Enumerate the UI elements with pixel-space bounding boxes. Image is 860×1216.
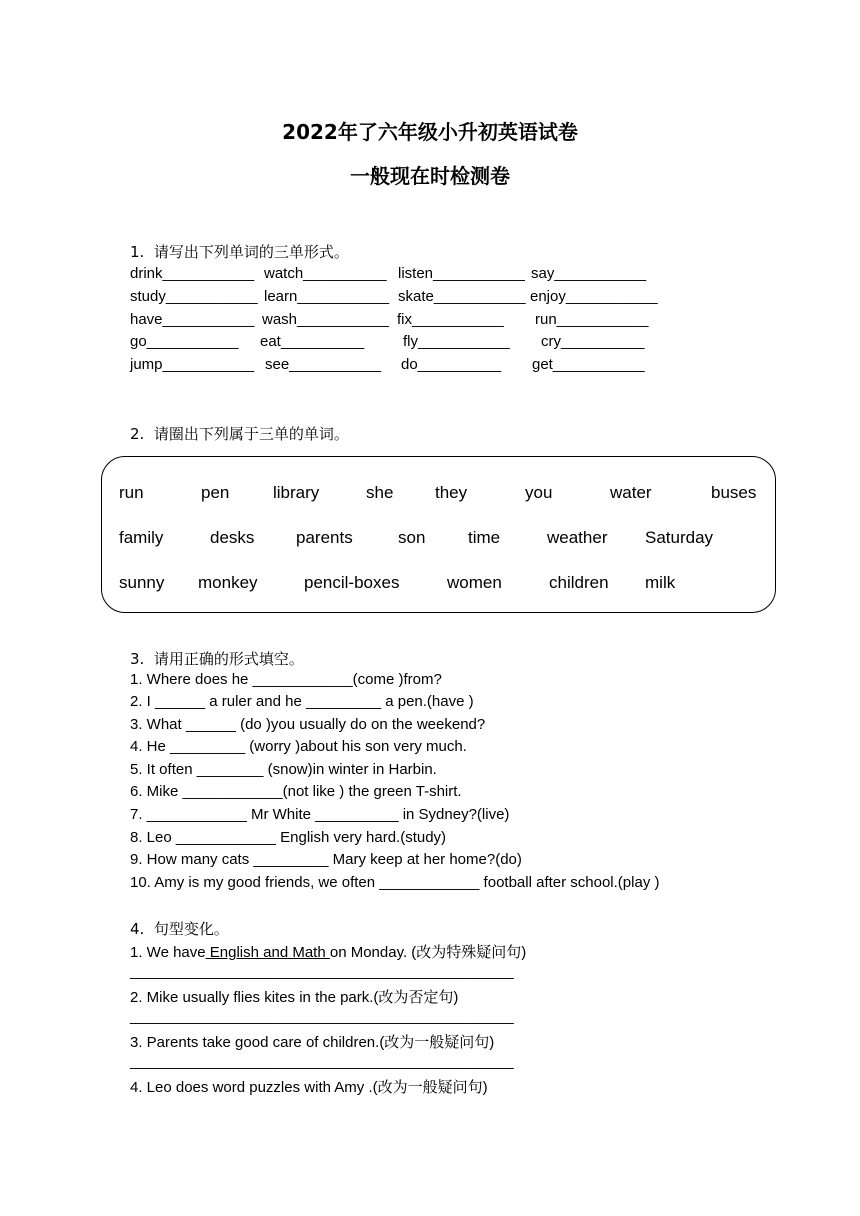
fill-blank-item: 8. Leo ____________ English very hard.(study) xyxy=(130,829,447,846)
section1-heading: 1. 请写出下列单词的三单形式。 xyxy=(130,243,349,261)
transform-question-1 xyxy=(130,941,526,962)
transform-question-2: 2. Mike usually flies kites in the park.(改为否定句) xyxy=(130,989,459,1006)
page-title: 2022年了六年级小升初英语试卷 xyxy=(282,120,578,144)
section1-word: go___________ xyxy=(130,333,239,350)
circle-word[interactable]: children xyxy=(549,573,609,592)
fill-blank-item: 2. I ______ a ruler and he _________ a pen.(have ) xyxy=(130,693,474,710)
circle-word[interactable]: buses xyxy=(711,483,757,502)
transform-question-3: 3. Parents take good care of children.(改为一般疑问句) xyxy=(130,1034,495,1051)
fill-blank-item: 7. ____________ Mr White __________ in Sydney?(live) xyxy=(130,806,510,823)
q1-prefix: 1. We have xyxy=(130,944,206,961)
section1-word: skate___________ xyxy=(398,288,526,305)
section1-word: eat__________ xyxy=(260,333,365,350)
fill-blank-item: 6. Mike ____________(not like ) the green T-shirt. xyxy=(130,783,462,800)
circle-word[interactable]: monkey xyxy=(198,573,258,592)
section1-word: run___________ xyxy=(535,311,649,328)
answer-line: ______________________________________________ xyxy=(130,1053,514,1070)
circle-word[interactable]: women xyxy=(447,573,502,592)
circle-word[interactable]: library xyxy=(273,483,320,502)
fill-blank-item: 4. He _________ (worry )about his son very much. xyxy=(130,738,467,755)
fill-blank-item: 10. Amy is my good friends, we often ____________ football after school.(play ) xyxy=(130,874,660,891)
fill-blank-item: 9. How many cats _________ Mary keep at her home?(do) xyxy=(130,851,522,868)
circle-word[interactable]: run xyxy=(119,483,144,502)
circle-word[interactable]: they xyxy=(435,483,468,502)
q1-underlined: English and Math xyxy=(205,944,330,961)
section1-word: learn___________ xyxy=(264,288,390,305)
section1-word: see___________ xyxy=(265,356,381,373)
fill-blank-item: 3. What ______ (do )you usually do on the weekend? xyxy=(130,716,486,733)
circle-word[interactable]: time xyxy=(468,528,501,547)
section1-word: jump___________ xyxy=(130,356,255,373)
section1-word: do__________ xyxy=(401,356,502,373)
fill-blank-item: 5. It often ________ (snow)in winter in Harbin. xyxy=(130,761,437,778)
q1-suffix: on Monday. (改为特殊疑问句) xyxy=(329,944,527,961)
section1-word: listen___________ xyxy=(398,265,525,282)
section1-word: get___________ xyxy=(532,356,645,373)
circle-word[interactable]: milk xyxy=(645,573,676,592)
transform-question-4: 4. Leo does word puzzles with Amy .(改为一般疑问句) xyxy=(130,1079,488,1096)
circle-word[interactable]: parents xyxy=(296,528,353,547)
circle-word[interactable]: she xyxy=(366,483,394,502)
circle-word[interactable]: desks xyxy=(210,528,255,547)
section1-word: study___________ xyxy=(130,288,258,305)
section1-word: cry__________ xyxy=(541,333,645,350)
circle-word[interactable]: you xyxy=(525,483,553,502)
circle-word[interactable]: water xyxy=(610,483,652,502)
section2-heading: 2. 请圈出下列属于三单的单词。 xyxy=(130,425,349,443)
section1-word: say___________ xyxy=(531,265,647,282)
circle-word[interactable]: sunny xyxy=(119,573,165,592)
section1-word: wash___________ xyxy=(262,311,389,328)
section3-heading: 3. 请用正确的形式填空。 xyxy=(130,650,304,668)
answer-line: ______________________________________________ xyxy=(130,1008,514,1025)
section1-word: watch__________ xyxy=(264,265,387,282)
section1-word: fix___________ xyxy=(397,311,504,328)
circle-word[interactable]: pen xyxy=(201,483,230,502)
circle-word[interactable]: son xyxy=(398,528,426,547)
circle-word[interactable]: pencil-boxes xyxy=(304,573,400,592)
section1-word: have___________ xyxy=(130,311,255,328)
section1-word: drink___________ xyxy=(130,265,255,282)
fill-blank-item: 1. Where does he ____________(come )from? xyxy=(130,671,442,688)
answer-line: ______________________________________________ xyxy=(130,963,514,980)
circle-word[interactable]: family xyxy=(119,528,164,547)
page-subtitle: 一般现在时检测卷 xyxy=(350,164,510,188)
section1-word: fly___________ xyxy=(403,333,510,350)
section4-heading: 4. 句型变化。 xyxy=(130,920,229,938)
circle-word[interactable]: weather xyxy=(547,528,608,547)
section1-word: enjoy___________ xyxy=(530,288,658,305)
circle-word[interactable]: Saturday xyxy=(645,528,714,547)
